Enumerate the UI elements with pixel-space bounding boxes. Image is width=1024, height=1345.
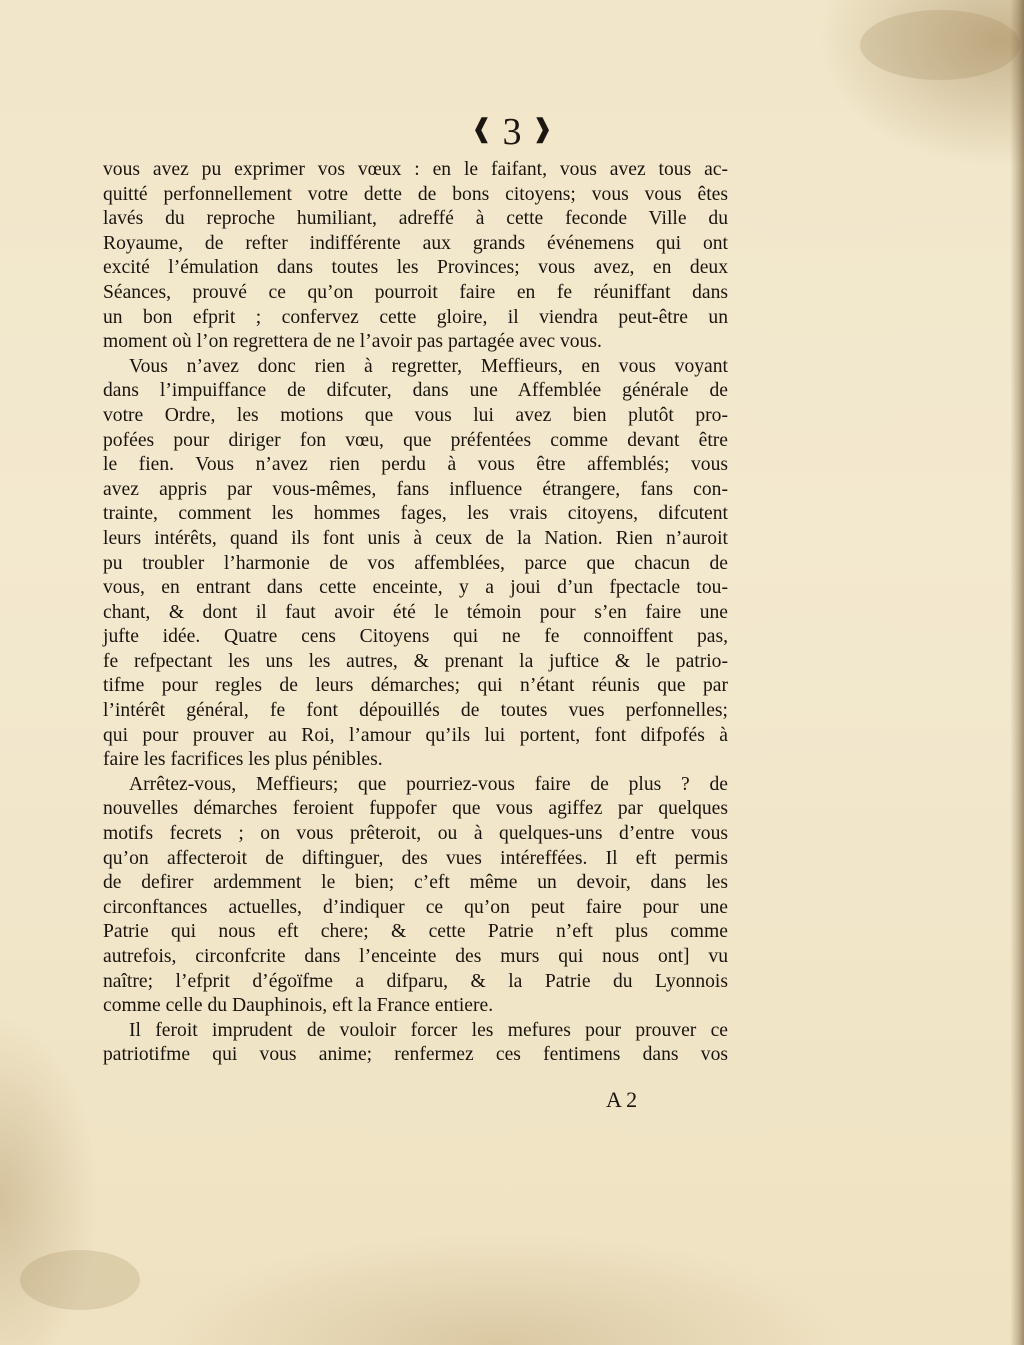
text-line: le fien. Vous n’avez rien perdu à vous être affemblés; vous — [103, 454, 728, 476]
text-line: motifs fecrets ; on vous prêteroit, ou à quelques-uns d’entre vous — [103, 823, 728, 845]
text-line: moment où l’on regrettera de ne l’avoir pas partagée avec vous. — [103, 331, 602, 353]
text-line: l’intérêt général, fe font dépouillés de toutes vues perfonnelles; — [103, 700, 728, 722]
text-line: un bon efprit ; confervez cette gloire, il viendra peut-être un — [103, 306, 728, 328]
text-line: faire les facrifices les plus pénibles. — [103, 749, 383, 771]
text-line: qu’on affecteroit de diftinguer, des vues intéreffées. Il eft permis — [103, 847, 728, 869]
text-line: lavés du reproche humiliant, adreffé à cette feconde Ville du — [103, 208, 728, 230]
text-line: patriotifme qui vous anime; renfermez ces fentimens dans vos — [103, 1044, 728, 1066]
text-line: avez appris par vous-mêmes, fans influence étrangere, fans con- — [103, 478, 728, 500]
text-line: fe refpectant les uns les autres, & prenant la juftice & le patrio- — [103, 650, 728, 672]
text-line: Arrêtez-vous, Meffieurs; que pourriez-vous faire de plus ? de — [129, 773, 728, 795]
text-line: qui pour prouver au Roi, l’amour qu’ils lui portent, font difpofés à — [103, 724, 728, 746]
text-line: Patrie qui nous eft chere; & cette Patrie n’eft plus comme — [103, 921, 728, 943]
paper-stain — [20, 1250, 140, 1310]
text-line: vous avez pu exprimer vos vœux : en le faifant, vous avez tous ac- — [103, 159, 728, 180]
text-line: Séances, prouvé ce qu’on pourroit faire en fe réuniffant dans — [103, 281, 728, 303]
text-line: Il feroit imprudent de vouloir forcer les mefures pour prouver ce — [129, 1019, 728, 1041]
text-line: Vous n’avez donc rien à regretter, Meffieurs, en vous voyant — [129, 355, 728, 377]
text-line: dans l’impuiffance de difcuter, dans une Affemblée générale de — [103, 380, 728, 402]
text-line: de defirer ardemment le bien; c’eft même un devoir, dans les — [103, 872, 728, 894]
text-line: comme celle du Dauphinois, eft la France entiere. — [103, 995, 494, 1017]
text-line: excité l’émulation dans toutes les Provinces; vous avez, en deux — [103, 257, 728, 279]
text-line: naître; l’efprit d’égoïfme a difparu, & la Patrie du Lyonnois — [103, 970, 728, 992]
text-line: quitté perfonnellement votre dette de bons citoyens; vous vous êtes — [103, 183, 728, 205]
body-text — [103, 158, 728, 1068]
text-line: pu troubler l’harmonie de vos affemblées, parce que chacun de — [103, 552, 728, 574]
paper-stain — [860, 10, 1020, 80]
text-line: vous, en entrant dans cette enceinte, y a joui d’un fpectacle tou- — [103, 577, 728, 599]
text-line: leurs intérêts, quand ils font unis à ceux de la Nation. Rien n’auroit — [103, 527, 728, 549]
text-line: tifme pour regles de leurs démarches; qui n’étant réunis que par — [103, 675, 728, 697]
signature-mark: A 2 — [606, 1087, 638, 1112]
page-header — [0, 110, 1024, 154]
text-line: trainte, comment les hommes fages, les vrais citoyens, difcutent — [103, 503, 728, 525]
page-edge-shadow — [1010, 0, 1024, 1345]
text-line: jufte idée. Quatre cens Citoyens qui ne fe connoiffent pas, — [103, 626, 728, 648]
text-line: circonftances actuelles, d’indiquer ce qu’on peut faire pour une — [103, 896, 728, 918]
text-line: votre Ordre, les motions que vous lui avez bien plutôt pro- — [103, 404, 728, 426]
text-line: pofées pour diriger fon vœu, que préfentées comme devant être — [103, 429, 728, 451]
text-line: chant, & dont il faut avoir été le témoin pour s’en faire une — [103, 601, 728, 623]
right-ornament-icon: ❱ — [531, 114, 554, 143]
text-line: autrefois, circonfcrite dans l’enceinte des murs qui nous ont] vu — [103, 946, 728, 967]
text-line: nouvelles démarches feroient fuppofer que vous agiffez par quelques — [103, 798, 728, 820]
page-number: 3 — [502, 111, 522, 153]
text-line: Royaume, de refter indifférente aux grands événemens qui ont — [103, 232, 728, 254]
left-ornament-icon: ❰ — [470, 114, 493, 143]
